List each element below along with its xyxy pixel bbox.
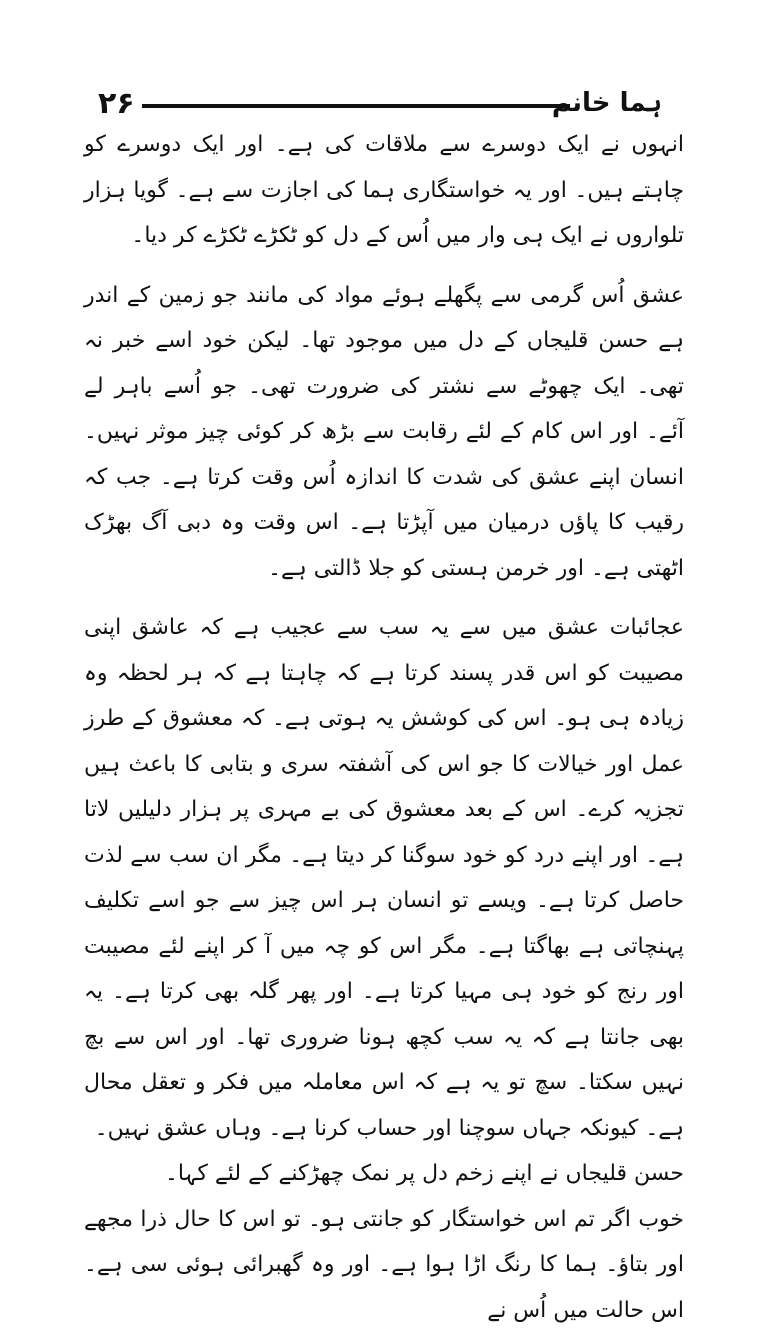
body-text [84,122,684,1333]
running-title: ہما خانم [552,88,662,118]
paragraph: انہوں نے ایک دوسرے سے ملاقات کی ہے۔ اور ایک دوسرے کو چاہتے ہیں۔ اور یہ خواستگاری ہما کی اجازت سے ہے۔ گویا ہزار تلواروں نے ایک ہی وار میں اُس کے دل کو ٹکڑے ٹکڑے کر دیا۔ [84,122,684,259]
paragraph: خوب اگر تم اس خواستگار کو جانتی ہو۔ تو اس کا حال ذرا مجھے اور بتاؤ۔ ہما کا رنگ اڑا ہوا ہے۔ اور وہ گھبرائی ہوئی سی ہے۔ اس حالت میں اُس نے [84,1197,684,1333]
paragraph: عشق اُس گرمی سے پگھلے ہوئے مواد کی مانند جو زمین کے اندر ہے حسن قلیجاں کے دل میں موجود تھا۔ لیکن خود اسے خبر نہ تھی۔ ایک چھوٹے سے نشتر کی ضرورت تھی۔ جو اُسے باہر لے آئے۔ اور اس کام کے لئے رقابت سے بڑھ کر کوئی چیز موثر نہیں۔ انسان اپنے عشق کی شدت کا اندازہ اُس وقت کرتا ہے۔ جب کہ رقیب کا پاؤں درمیان میں آپڑتا ہے۔ اس وقت وہ دبی آگ بھڑک اٹھتی ہے۔ اور خرمن ہستی کو جلا ڈالتی ہے۔ [84,273,684,592]
paragraph: حسن قلیجاں نے اپنے زخم دل پر نمک چھڑکنے کے لئے کہا۔ [84,1151,684,1197]
page-number: ۲۶ [98,86,135,121]
paragraph: عجائبات عشق میں سے یہ سب سے عجیب ہے کہ عاشق اپنی مصیبت کو اس قدر پسند کرتا ہے کہ چاہتا ہے کہ ہر لحظہ وہ زیادہ ہی ہو۔ اس کی کوشش یہ ہوتی ہے۔ کہ معشوق کے طرز عمل اور خیالات کا جو اس کی آشفتہ سری و بتابی کا باعث ہیں تجزیہ کرے۔ اس کے بعد معشوق کی بے مہری پر ہزار دلیلیں لاتا ہے۔ اور اپنے درد کو خود سوگنا کر دیتا ہے۔ مگر ان سب سے لذت حاصل کرتا ہے۔ ویسے تو انسان ہر اس چیز سے جو اسے تکلیف پہنچاتی ہے بھاگتا ہے۔ مگر اس کو چہ میں آ کر اپنے لئے مصیبت اور رنج کو خود ہی مہیا کرتا ہے۔ اور پھر گلہ بھی کرتا ہے۔ یہ بھی جانتا ہے کہ یہ سب کچھ ہونا ضروری تھا۔ اور اس سے بچ نہیں سکتا۔ سچ تو یہ ہے کہ اس معاملہ میں فکر و تعقل محال ہے۔ کیونکہ جہاں سوچنا اور حساب کرنا ہے۔ وہاں عشق نہیں۔ [84,605,684,1151]
page-header [92,86,662,126]
header-rule [142,104,570,108]
